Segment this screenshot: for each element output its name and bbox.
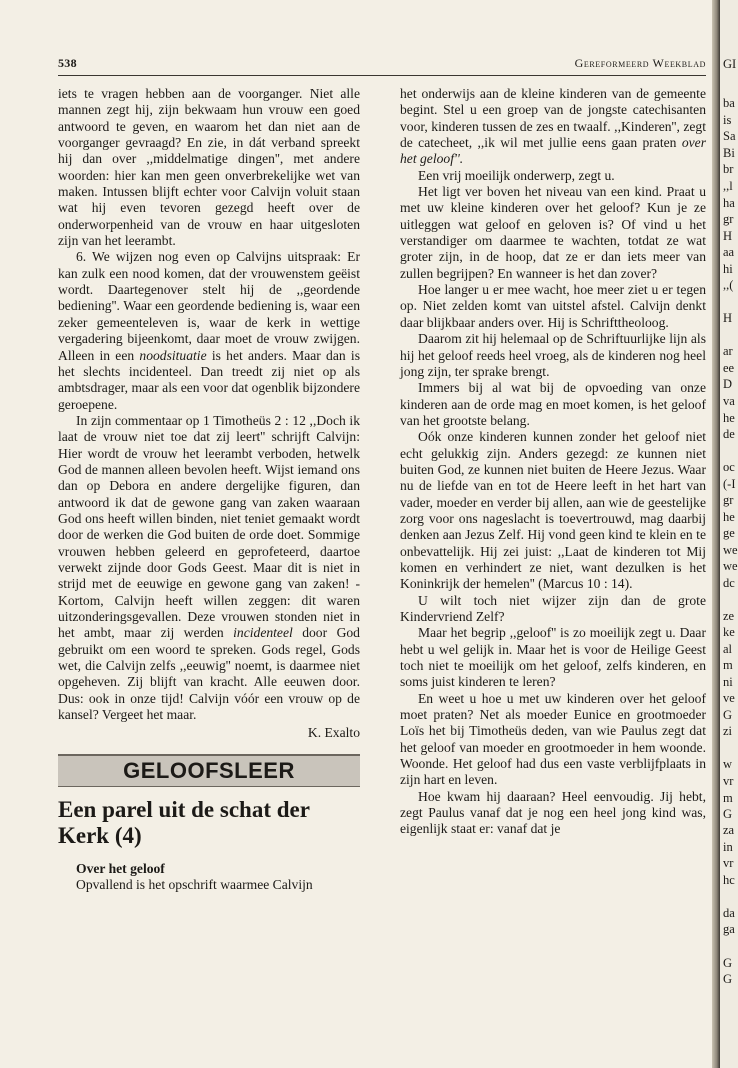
next-page-fragment: oc — [723, 460, 735, 474]
paragraph: Het ligt ver boven het niveau van een kind. Praat u met uw kleine kinderen over het geloof? Kun je ze uitleggen wat geloof en geloven is? Of vind u het verstandiger om daarmee te wachten, totdat ze wat groter zijn, in de hoop, dat ze er dan iets meer van zullen begrijpen? En wanneer is het dan zover? — [400, 184, 706, 281]
paragraph: In zijn commentaar op 1 Timotheüs 2 : 12 ,,Doch ik laat de vrouw niet toe dat zij leert'' schrijft Calvijn: Hier wordt de vrouw het leerambt verboden, hetwelk God de mannen alleen bevolen heeft. Wijst iemand ons dan op Debora en andere dergelijke figuren, dan antwoord ik dat de gewone gang van zaken waaraan God ons heeft willen binden, niet teniet gemaakt wordt door de werken die God buiten de orde doet. Sommige vrouwen hebben geleerd en geprofeteerd, daartoe verwekt zijnde door Gods Geest. Maar dit is niet in strijd met de eeuwige en gewone gang van zaken! - Kortom, Calvijn heeft willen zeggen: dit waren uitzonderingsgevallen. Deze vrouwen stonden niet in het ambt, maar zij werden incidenteel door God gebruikt om een woord te spreken. Gods regel, Gods wet, die Calvijn zelfs ,,eeuwig'' noemt, is daarmee niet opgeheven. Zij blijft van kracht. Alle eeuwen door. Dus: ook in onze tijd! Calvijn vóór een vrouw op de kansel? Vergeet het maar. — [58, 412, 360, 723]
next-page-fragment: he — [723, 411, 735, 425]
next-page-fragment: we — [723, 559, 738, 573]
next-page-fragment: G — [723, 956, 733, 970]
next-page-fragment: G — [723, 972, 733, 986]
next-page-fragment: ze — [723, 609, 735, 623]
paragraph: Immers bij al wat bij de opvoeding van onze kinderen aan de orde mag en moet komen, is het geloof van het grootste belang. — [400, 380, 706, 428]
next-page-fragment: gr — [723, 493, 734, 507]
next-page-edge — [720, 0, 738, 1068]
paragraph: Daarom zit hij helemaal op de Schriftuurlijke lijn als hij het geloof reeds heel vroeg, als de kinderen nog heel jong zijn, ter sprake brengt. — [400, 331, 706, 379]
next-page-fragment: (-I — [723, 477, 736, 491]
header-rule — [58, 75, 706, 76]
article-title: Een parel uit de schat der Kerk (4) — [58, 796, 310, 848]
next-page-fragment: GI — [723, 57, 737, 71]
next-page-fragment: m — [723, 658, 733, 672]
paragraph: iets te vragen hebben aan de voorganger. Niet alle mannen zegt hij, zijn bekwaam hun vrouw een goed antwoord te geven, en waarom het dan niet aan de voorganger gevraagd? En zie, in dát verband spreekt hij dan over ,,middelmatige dingen'', met andere woorden: hier kan men geen onverbrekelijke wet van maken. Intussen blijft echter voor Calvijn voluit staan wat hij even tevoren gezegd heeft over de onderworpenheid van de vrouw en haar uitgesloten zijn van het leerambt. — [58, 86, 360, 249]
next-page-fragment: ge — [723, 526, 735, 540]
paragraph: Een vrij moeilijk onderwerp, zegt u. — [418, 167, 615, 183]
next-page-fragment: ha — [723, 196, 735, 210]
next-page-fragment: H — [723, 311, 733, 325]
section-banner: GELOOFSLEER — [58, 754, 360, 787]
next-page-fragment: ba — [723, 96, 735, 110]
next-page-fragment: ar — [723, 344, 733, 358]
next-page-fragment: D — [723, 377, 733, 391]
next-page-fragment: H — [723, 229, 733, 243]
paragraph: Hoe kwam hij daaraan? Heel eenvoudig. Jij hebt, zegt Paulus vanaf dat je nog een heel jong kind was, eigenlijk staat er: vanaf dat je — [400, 788, 706, 837]
next-page-fragment: vr — [723, 856, 734, 870]
next-page-fragment: aa — [723, 245, 735, 259]
next-page-fragment: m — [723, 791, 733, 805]
next-page-fragment: de — [723, 427, 735, 441]
next-page-fragment: dc — [723, 576, 735, 590]
next-page-fragment: G — [723, 807, 733, 821]
paragraph: En weet u hoe u met uw kinderen over het geloof moet praten? Net als moeder Eunice en grootmoeder Loïs het bij Timotheüs deden, van wie Paulus zegt dat het geloof van moeder en grootmoeder in hem woonde. Woonde. Het geloof had dus een vaste verblijfplaats in zijn hart en leven. — [400, 690, 706, 788]
next-page-fragment: hc — [723, 873, 735, 887]
left-column — [58, 86, 360, 893]
page-number: 538 — [58, 56, 77, 70]
paragraph: U wilt toch niet wijzer zijn dan de grote Kindervriend Zelf? — [400, 592, 706, 624]
next-page-fragment: G — [723, 708, 733, 722]
next-page-fragment: ke — [723, 625, 735, 639]
paragraph: Opvallend is het opschrift waarmee Calvijn — [76, 877, 313, 893]
next-page-fragment: ,,l — [723, 179, 733, 193]
next-page-fragment: ve — [723, 691, 735, 705]
next-page-fragment: da — [723, 906, 735, 920]
page-header — [58, 56, 706, 72]
magazine-title: Gereformeerd Weekblad — [574, 56, 706, 70]
paragraph: Hoe langer u er mee wacht, hoe meer ziet u er tegen op. Niet zelden komt van uitstel afstel. Calvijn denkt daar blijkbaar anders over. Hij is Schrifttheoloog. — [400, 282, 706, 330]
next-page-fragment: al — [723, 642, 733, 656]
next-page-fragment: Sa — [723, 129, 736, 143]
next-page-fragment: ga — [723, 922, 735, 936]
author-signature: K. Exalto — [307, 725, 360, 741]
paragraph: Oók onze kinderen kunnen zonder het geloof niet echt gelukkig zijn. Anders gezegd: ze kunnen niet buiten God, ze kunnen niet buiten de Heere Jezus. Waar nu de liefde van en tot de Heere leeft in het hart van vader, moeder en verder bij allen, aan wie de geestelijke zorg voor ons nageslacht is toevertrouwd, mag daarbij denken aan Jezus Zelf. Hij vond geen kind te klein en te onbevattelijk. Hij zei juist: ,,Laat de kinderen tot Mij komen en verhindert ze niet, want dezulken is het Koninkrijk der hemelen'' (Marcus 10 : 14). — [400, 429, 706, 592]
next-page-fragment: br — [723, 162, 734, 176]
book-gutter — [712, 0, 720, 1068]
next-page-fragment: gr — [723, 212, 734, 226]
paragraph: Maar het begrip ,,geloof'' is zo moeilijk zegt u. Daar hebt u wel gelijk in. Maar het is voor de Heilige Geest toch niet te moeilijk om het geloof, zelfs kinderen, en soms juist kinderen te leren? — [400, 625, 706, 690]
next-page-fragment: w — [723, 757, 733, 771]
next-page-fragment: ni — [723, 675, 733, 689]
right-column — [400, 86, 706, 838]
next-page-fragment: Bi — [723, 146, 735, 160]
paragraph: het onderwijs aan de kleine kinderen van de gemeente begint. Stel u een groep van de jongste catechisanten voor, kinderen tussen de zes en twaalf. ,,Kinderen'', zegt de catecheet, ,,ik wil met jullie eens gaan praten over het geloof''. — [400, 86, 706, 167]
next-page-fragment: va — [723, 394, 735, 408]
next-page-fragment: ,,( — [723, 278, 734, 292]
next-page-fragment: zi — [723, 724, 733, 738]
paragraph: 6. We wijzen nog even op Calvijns uitspraak: Er kan zulk een nood komen, dat der vrouwenstem geëist wordt. Daartegenover stelt hij de ,,geordende bediening''. Waar een geordende bediening is, waar een zeker gemeenteleven is, waar de kerk in wettige vergadering bijeenkomt, daar moet de vrouw zwijgen. Alleen in een noodsituatie is het anders. Maar dan is het slechts incidenteel. Dan treedt zij niet op als ambtsdrager, maar als een voor dat ogenblik bijzondere geroepene. — [58, 249, 360, 412]
next-page-fragment: za — [723, 823, 735, 837]
next-page-fragment: in — [723, 840, 733, 854]
next-page-fragment: we — [723, 543, 738, 557]
next-page-fragment: is — [723, 113, 732, 127]
subheading: Over het geloof — [76, 860, 165, 876]
next-page-fragment: ee — [723, 361, 735, 375]
next-page-fragment: he — [723, 510, 735, 524]
next-page-fragment: hi — [723, 262, 733, 276]
next-page-fragment: vr — [723, 774, 734, 788]
